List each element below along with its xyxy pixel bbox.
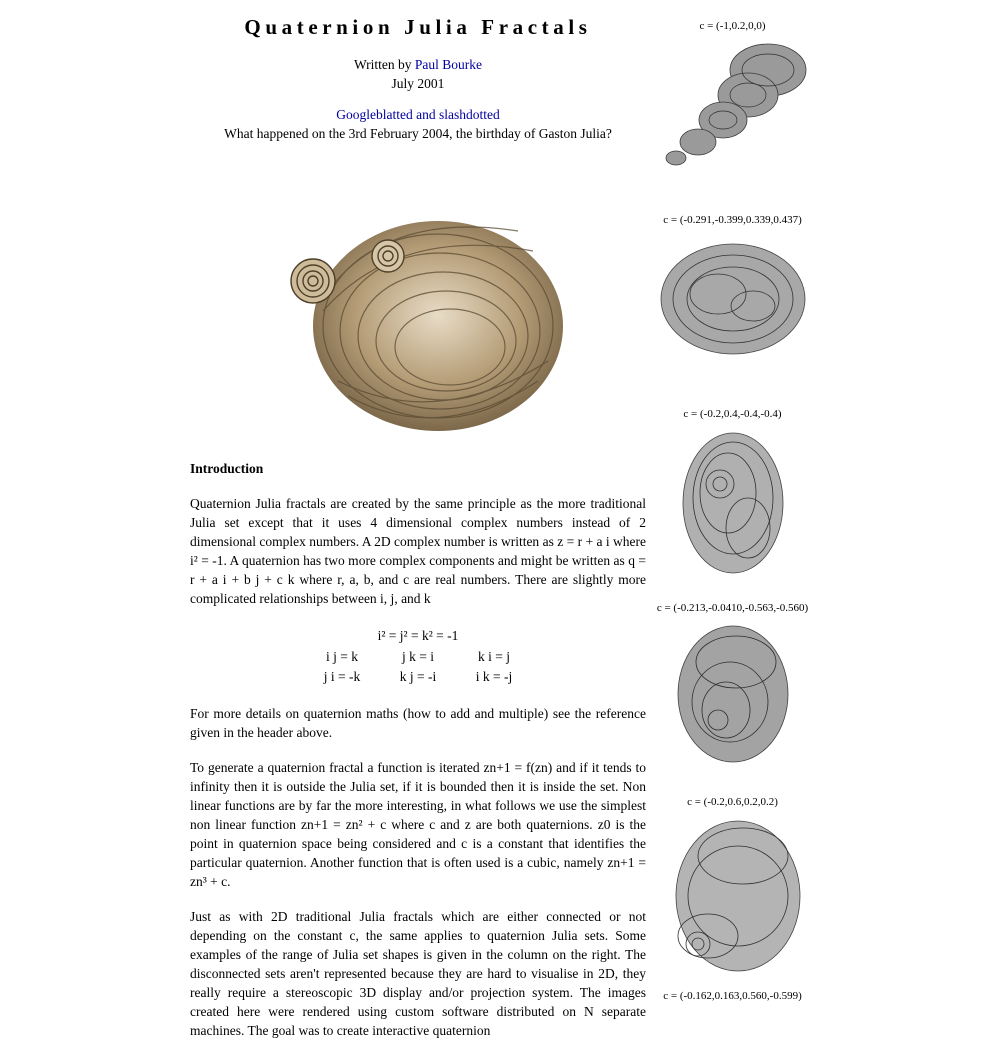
- introduction-heading: Introduction: [190, 461, 264, 476]
- thumbnail-item: [655, 600, 810, 794]
- quaternion-identities: [190, 626, 646, 688]
- thumbnail-item: [655, 212, 810, 406]
- fractal-thumbnail-image[interactable]: [658, 234, 808, 364]
- identity-cell: k i = j: [478, 648, 510, 664]
- thumbnail-item: [655, 794, 810, 988]
- thumbnail-caption: c = (-0.2,0.6,0.2,0.2): [687, 796, 778, 808]
- fractal-thumbnail-image[interactable]: [658, 622, 808, 772]
- intro-paragraph-4: Just as with 2D traditional Julia fractals which are either connected or not depending on the constant c, the same applies to quaternion Julia sets. Some examples of the range of Julia set shapes is given in the column on the right. The disconnected sets aren't represented because they are hard to visualise in 2D, they really require a stereoscopic 3D display and/or projection system. The images created here were rendered using custom software distributed on N separate machines. The goal was to create interactive quaternion: [190, 908, 646, 1038]
- thumbnail-caption: c = (-1,0.2,0,0): [699, 20, 766, 32]
- example-sidebar: [655, 18, 810, 1004]
- thumbnail-caption: c = (-0.291,-0.399,0.339,0.437): [663, 214, 802, 226]
- identity-squares: i² = j² = k² = -1: [377, 628, 459, 643]
- fractal-thumbnail-image[interactable]: [658, 428, 808, 578]
- fractal-thumbnail-image[interactable]: [658, 40, 808, 170]
- hero-fractal-image: [268, 171, 568, 447]
- identity-cell: i j = k: [326, 648, 358, 664]
- thumbnail-caption: c = (-0.213,-0.0410,-0.563,-0.560): [656, 602, 809, 614]
- fractal-thumbnail-image[interactable]: [658, 816, 808, 974]
- intro-paragraph-2: For more details on quaternion maths (how to add and multiple) see the reference given in the header above.: [190, 705, 646, 740]
- publish-date: July 2001: [391, 76, 445, 91]
- intro-paragraph-1: Quaternion Julia fractals are created by the same principle as the more traditional Julia set except that it uses 4 dimensional complex numbers instead of 2 dimensional complex numbers. A 2D complex number is written as z = r + a i where i² = -1. A quaternion has two more complex components and might be written as q = r + a i + b j + c k where r, a, b, and c are real numbers. There are slightly more complicated relationships between i, j, and k: [190, 496, 646, 606]
- thumbnail-item: [655, 406, 810, 600]
- identity-cell: k j = -i: [399, 669, 437, 684]
- thumbnail-caption: c = (-0.2,0.4,-0.4,-0.4): [683, 408, 782, 420]
- thumbnail-caption: c = (-0.162,0.163,0.560,-0.599): [663, 990, 802, 1002]
- identity-cell: j i = -k: [323, 669, 361, 684]
- identity-cell: i k = -j: [475, 669, 513, 684]
- page-title: Quaternion Julia Fractals: [244, 15, 592, 39]
- thumbnail-item: [655, 18, 810, 212]
- article: [190, 14, 646, 1040]
- thumbnail-item: [655, 988, 810, 1004]
- author-link[interactable]: Paul Bourke: [414, 57, 483, 72]
- byline: [190, 55, 646, 74]
- birthday-question: What happened on the 3rd February 2004, the birthday of Gaston Julia?: [224, 126, 612, 141]
- press-link[interactable]: Googleblatted and slashdotted: [336, 107, 500, 122]
- identity-cell: j k = i: [402, 648, 434, 664]
- intro-paragraph-3: To generate a quaternion fractal a function is iterated zn+1 = f(zn) and if it tends to infinity then it is outside the Julia set, if it is bounded then it is inside the set. Non linear functions are by far the more interesting, in what follows we use the simplest non linear function zn+1 = zn² + c where c and z are both quaternions. z0 is the point in quaternion space being considered and c is a constant that identifies the particular quaternion. Another function that is often used is a cubic, namely zn+1 = zn³ + c.: [190, 759, 646, 889]
- written-by-label: Written by: [353, 57, 412, 72]
